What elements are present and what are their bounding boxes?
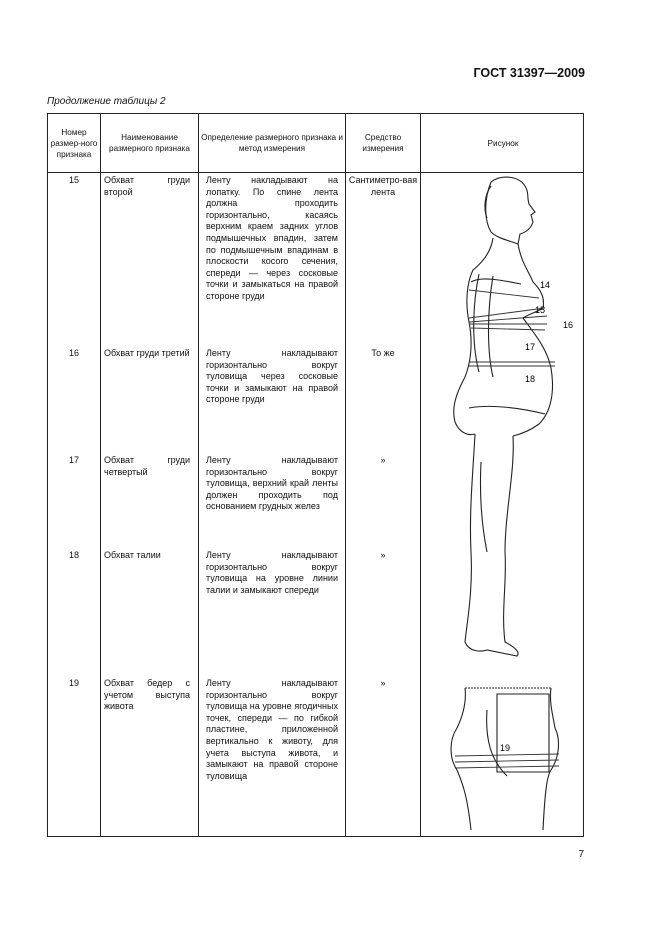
figure-label-16: 16 bbox=[563, 320, 574, 330]
row-19-tool: » bbox=[380, 678, 386, 688]
row-16-name: Обхват груди третий bbox=[104, 348, 190, 358]
row-16-number: 16 bbox=[68, 348, 79, 358]
hips-figure bbox=[421, 680, 584, 838]
col-header-name: Наименование размерного признака bbox=[109, 133, 190, 153]
table-continuation-caption: Продолжение таблицы 2 bbox=[47, 96, 166, 107]
row-15-name: Обхват груди второй bbox=[104, 175, 190, 197]
body-profile-figure bbox=[421, 172, 584, 732]
row-18-definition: Ленту накладывают горизонтально вокруг туловища на уровне линии талии и замыкают спереди bbox=[206, 550, 338, 595]
row-18-name: Обхват талии bbox=[104, 550, 161, 560]
figure-label-18: 18 bbox=[525, 374, 536, 384]
row-17-definition: Ленту накладывают горизонтально вокруг туловища, верхний край ленты должен проходить под основанием грудных желез bbox=[206, 455, 338, 512]
arm-outline bbox=[474, 274, 479, 372]
head-outline bbox=[486, 177, 535, 244]
col-header-definition: Определение размерного признака и метод измерения bbox=[201, 133, 343, 153]
row-15-number: 15 bbox=[68, 175, 79, 185]
standard-header: ГОСТ 31397—2009 bbox=[473, 66, 585, 80]
col-header-figure: Рисунок bbox=[487, 138, 519, 148]
figure-label-14: 14 bbox=[540, 280, 551, 290]
front-outline bbox=[513, 244, 553, 436]
figure-label-19: 19 bbox=[500, 743, 511, 753]
col-header-tool: Средство измерения bbox=[362, 133, 404, 153]
row-17-tool: » bbox=[380, 455, 386, 465]
figure-label-15: 15 bbox=[535, 305, 546, 315]
row-19-name: Обхват бедер с учетом выступа живота bbox=[104, 678, 190, 712]
row-15-definition: Ленту накладывают на лопатку. По спине лента должна проходить горизонтально, касаясь верхним краем задних углов подмышечных впадин, затем по подмышечным впадинам в плоскости косого сечения, спереди — через сосковые точки и замыкаться на правой стороне груди bbox=[206, 175, 338, 301]
leg-outline bbox=[465, 434, 518, 656]
row-17-name: Обхват груди четвертый bbox=[104, 455, 190, 477]
row-17-number: 17 bbox=[68, 455, 79, 465]
row-19-number: 19 bbox=[68, 678, 79, 688]
measurement-table bbox=[47, 113, 584, 837]
back-outline bbox=[454, 238, 493, 435]
row-15-tool: Сантиметро-вая лента bbox=[348, 175, 418, 197]
col-header-number: Номер размер-ного признака bbox=[50, 127, 98, 159]
page-number: 7 bbox=[578, 849, 584, 860]
figure-label-17: 17 bbox=[525, 342, 536, 352]
row-18-tool: » bbox=[380, 550, 386, 560]
row-16-tool: То же bbox=[371, 348, 395, 358]
row-16-definition: Ленту накладывают горизонтально вокруг туловища через сосковые точки и замыкают на правой стороне груди bbox=[206, 348, 338, 405]
row-19-definition: Ленту накладывают горизонтально вокруг туловища на уровне ягодичных точек, спереди — по гибкой пластине, приложенной вертикально к животу, для учета выступа живота, и замыкают на правой стороне туловища bbox=[206, 678, 338, 781]
row-18-number: 18 bbox=[68, 550, 79, 560]
